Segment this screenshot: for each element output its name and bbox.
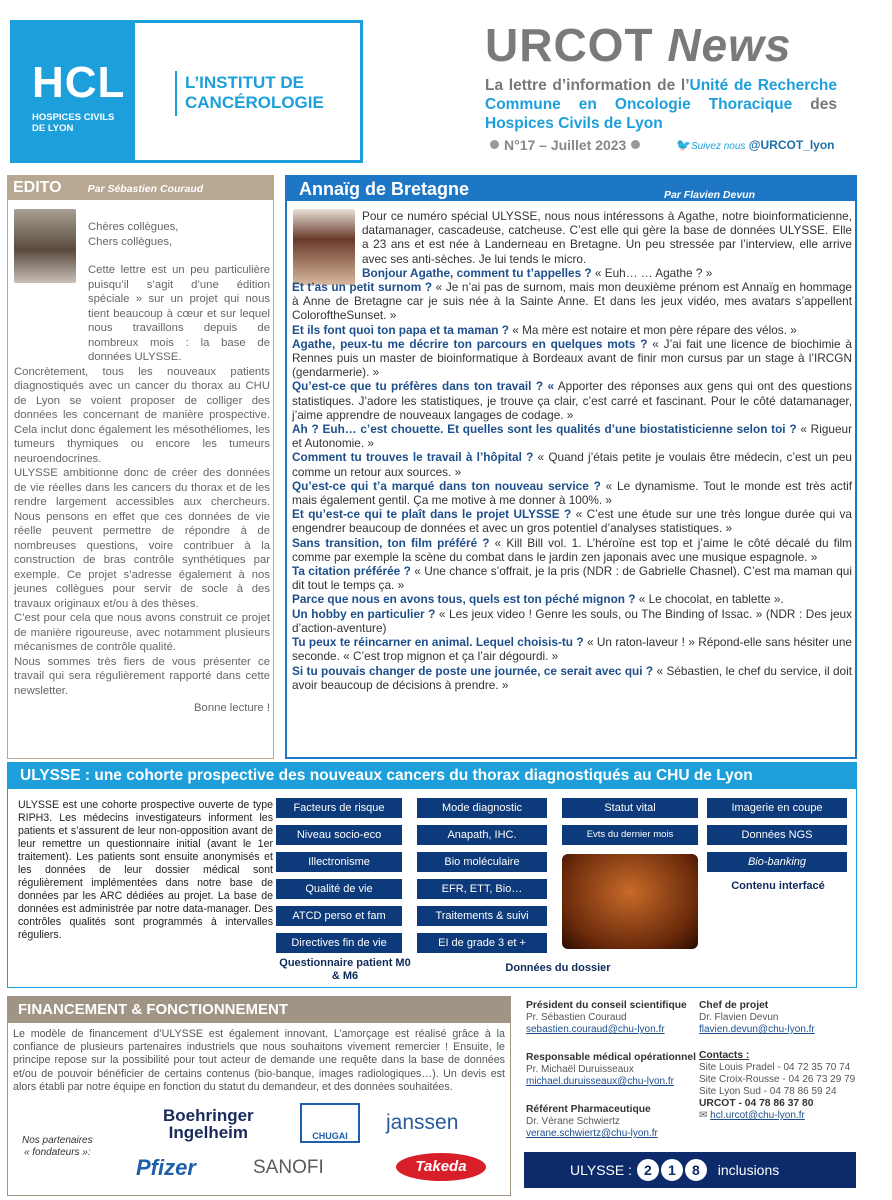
interview-qa: Ta citation préférée ? « Une chance s’offrait, je la pris (NDR : de Gabrielle Chasnel). C’est ma maman qui dit tout le temps ça. » xyxy=(292,564,852,593)
interview-qa: Ah ? Euh… c’est chouette. Et quelles sont les qualités d’une biostatisticienne selon toi ? « Rigueur et Autonomie. » xyxy=(292,422,852,451)
data-category-tile: Evts du dernier mois xyxy=(562,825,698,845)
interview-qa: Bonjour Agathe, comment tu t’appelles ? « Euh… … Agathe ? » xyxy=(362,265,713,280)
counter-digit: 8 xyxy=(685,1159,707,1181)
newsletter-subtitle: La lettre d’information de l’Unité de Recherche Commune en Oncologie Thoracique des Hospices Civils de Lyon xyxy=(485,77,837,132)
twitter-follow[interactable]: 🐦Suivez nous @URCOT_lyon xyxy=(676,138,835,152)
interview-section xyxy=(285,175,857,759)
ulysse-description: ULYSSE est une cohorte prospective ouverte de type RIPH3. Les médecins investigateurs informent les patients et s’assurent de leur non-opposition avant de leur remettre un questionnaire initial (avant le 1er traitement). Les patients sont ensuite anonymisés et les données de leur dossier médical sont régulièrement implémentées dans notre base de données par les ARC dédiées au projet. La base de données est administrée par notre data-manager. Des contrôles qualités sont programmés à intervalles réguliers. xyxy=(18,799,273,941)
partners-label: Nos partenaires « fondateurs »: xyxy=(22,1135,93,1158)
boehringer-logo: Boehringer Ingelheim xyxy=(163,1106,254,1142)
interview-body: Pour ce numéro spécial ULYSSE, nous nous intéressons à Agathe, notre bioinformaticienne, datamanager, cascadeuse, catcheuse. C’est elle qui gère la base de données ULYSSE. Elle a 23 ans et est née à Landerneau en Bretagne. Un peu stressée par l’interview, elle arrive avec ses anti-sèches. Je lui tends le micro. Bonjour Agathe, comment tu t’appelles ? « Euh… … Agathe ? » Et t’as un petit surnom ? « Je n’ai pas de surnom, mais mon deuxième prénom est Annaïg en hommage à Anne de Bretagne car je suis née à la Sainte Anne. Et dans les jeux vidéo, mes avatars s’appellent ColoroftheSunset. » Et ils font quoi ton papa et ta maman ? « Ma mère est notaire et mon père répare des vélos. » Agathe, peux-tu me décrire ton parcours en quelques mots ? « J’ai fait une licence de biochimie à Rennes puis un master de bioinformatique à Bordeaux avant de finir mon cursus par un stage à l’IRCGN (gendarmerie). » Qu’est-ce que tu préfères dans ton travail ? « Apporter des réponses aux gens qui ont des questions statistiques. J’adore les statistiques, je trouve ça clair, c’est carré et fascinant. Pour le côté datamanager, j’aime apprendre de nouveaux langages de codage. » Ah ? Euh… c’est chouette. Et quelles sont les qualités d’une biostatisticienne selon toi ? « Rigueur et Autonomie. » Comment tu trouves le travail à l’hôpital ? « Quand j’étais petite je voulais être médecin, c’est un peu comme un retour aux sources. » Qu’est-ce qui t’a marqué dans ton nouveau service ? « Le dynamisme. Tout le monde est très actif mais également gentil. Ça me motive à me donner à 100%. » Et qu’est-ce qui te plaît dans le projet ULYSSE ? « C’est une étude sur une très longue durée qui va engendrer beaucoup de données et avec un gros potentiel d’analyses statistiques. » Sans transition, ton film préféré ? « Kill Bill vol. 1. L’héroïne est top et j’aime le côté décalé du film comme par exemple la scène du combat dans le jardin zen japonais avec une musique espagnole. » Ta citation préférée ? « Une chance s’offrait, je la pris (NDR : de Gabrielle Chasnel). C’est ma maman qui dit tout le temps ça. » Parce que nous en avons tous, quels est ton péché mignon ? « Le chocolat, en tablette ». Un hobby en particulier ? « Les jeux video ! Genre les souls, ou The Binding of Issac. » (NDR : Des jeux d’action-aventure) Tu peux te réincarner en animal. Lequel choisis-tu ? « Un raton-laveur ! » Répond-elle sans hésiter une seconde. « C’est trop mignon et ça l’air dégourdi. » Si tu pouvais changer de poste une journée, ce serait avec qui ? « Sébastien, le chef du service, il doit avoir beaucoup de décisions à prendre. » xyxy=(292,209,853,692)
data-category-tile: Anapath, IHC. xyxy=(417,825,547,845)
interface-label: Contenu interfacé xyxy=(731,880,825,892)
twitter-icon: 🐦 xyxy=(676,138,691,152)
questionnaire-label: Questionnaire patient M0 & M6 xyxy=(279,957,411,982)
interview-qa: Qu’est-ce qui t’a marqué dans ton nouveau service ? « Le dynamisme. Tout le monde est très actif mais également gentil. Ça me motive à me donner à 100%. » xyxy=(292,478,852,508)
interview-qa: Tu peux te réincarner en animal. Lequel choisis-tu ? « Un raton-laveur ! » Répond-elle sans hésiter une seconde. « C’est trop mignon et ça l’air dégourdi. » xyxy=(292,635,852,664)
interview-qa: Et ils font quoi ton papa et ta maman ? « Ma mère est notaire et mon père répare des vélos. » xyxy=(292,322,797,337)
mail-icon: ✉ xyxy=(699,1110,711,1121)
institute-logo xyxy=(135,20,363,163)
data-category-tile: Bio moléculaire xyxy=(417,852,547,872)
responsable-contact: Responsable médical opérationnel Pr. Michaël Duruisseaux michael.duruisseaux@chu-lyon.fr xyxy=(526,1052,696,1087)
interview-qa: Et t’as un petit surnom ? « Je n’ai pas de surnom, mais mon deuxième prénom est Annaïg en hommage à Anne de Bretagne car je suis née à la Sainte Anne. Et dans les jeux vidéo, mes avatars s’appellent ColoroftheSunset. » xyxy=(292,280,852,323)
data-category-tile: Mode diagnostic xyxy=(417,798,547,818)
hcl-logo xyxy=(10,20,135,163)
pharmacien-email[interactable]: verane.schwiertz@chu-lyon.fr xyxy=(526,1128,658,1139)
data-category-tile: Illectronisme xyxy=(276,852,402,872)
hcl-logo-text: HCL xyxy=(32,58,126,107)
data-category-tile: Directives fin de vie xyxy=(276,933,402,953)
counter-digit: 2 xyxy=(637,1159,659,1181)
data-category-tile: EFR, ETT, Bio… xyxy=(417,879,547,899)
data-category-tile: ATCD perso et fam xyxy=(276,906,402,926)
counter-digit: 1 xyxy=(661,1159,683,1181)
interview-qa: Sans transition, ton film préféré ? « Kill Bill vol. 1. L’héroïne est top et j’aime le côté décalé du film comme par exemple la scène du combat dans le jardin zen japonais avec une musique espagnole. » xyxy=(292,535,853,564)
pfizer-logo: Pfizer xyxy=(136,1155,196,1180)
data-category-tile: Niveau socio-eco xyxy=(276,825,402,845)
urcot-email[interactable]: hcl.urcot@chu-lyon.fr xyxy=(710,1110,805,1121)
interview-qa: Si tu pouvais changer de poste une journée, ce serait avec qui ? « Sébastien, le chef du service, il doit avoir beaucoup de décisions à prendre. » xyxy=(292,663,852,692)
twitter-handle[interactable]: @URCOT_lyon xyxy=(748,138,835,152)
data-category-tile: Facteurs de risque xyxy=(276,798,402,818)
interview-qa: Agathe, peux-tu me décrire ton parcours en quelques mots ? « J’ai fait une licence de biochimie à Rennes puis un master de bioinformatique à Bordeaux avant de finir mon cursus par un stage à l’IRCGN (gendarmerie). » xyxy=(292,336,852,380)
interview-qa: Parce que nous en avons tous, quels est ton péché mignon ? « Le chocolat, en tablette ». xyxy=(292,592,784,607)
ulysse-header: ULYSSE : une cohorte prospective des nouveaux cancers du thorax diagnostiqués au CHU de Lyon xyxy=(8,763,856,789)
interview-qa: Un hobby en particulier ? « Les jeux video ! Genre les souls, ou The Binding of Issac. » (NDR : Des jeux d’action-aventure) xyxy=(292,606,852,635)
institute-name: L’INSTITUT DE CANCÉROLOGIE xyxy=(185,73,324,112)
president-contact: Président du conseil scientifique Pr. Sébastien Couraud sebastien.couraud@chu-lyon.fr xyxy=(526,1000,687,1035)
edito-section xyxy=(7,175,274,759)
newsletter-title: URCOT News xyxy=(485,19,792,71)
interview-author: Par Flavien Devun xyxy=(663,189,755,201)
data-category-tile: Traitements & suivi xyxy=(417,906,547,926)
takeda-logo: Takeda xyxy=(396,1153,486,1181)
data-category-tile: EI de grade 3 et + xyxy=(417,933,547,953)
financement-section xyxy=(7,996,511,1196)
janssen-logo: janssen xyxy=(386,1111,459,1134)
president-email[interactable]: sebastien.couraud@chu-lyon.fr xyxy=(526,1024,665,1035)
sanofi-logo: SANOFI xyxy=(253,1157,324,1178)
data-category-tile: Statut vital xyxy=(562,798,698,818)
edito-body: Chères collègues, Chers collègues, Cette lettre est un peu particulière puisqu’il s’agit d’une édition spéciale » sur un projet qui nous tient beaucoup à cœur et sur lequel nous travaillons depuis de nombreux mois : la base de données ULYSSE. Concrètement, tous les nouveaux patients diagnostiqués avec un cancer du thorax au CHU de Lyon se voient proposer de colliger des données les concernant de manière prospective. Cela inclut donc également les mésothéliomes, les tumeurs thymiques ou encore les tumeurs neuroendocrines. ULYSSE ambitionne donc de créer des données de vie réelles dans les cancers du thorax et de les rendre largement accessibles aux chercheurs. Nous pensons en effet que ces données de vie réelle peuvent permettre de répondre à de nombreuses questions, voire contribuer à la construction de bras contrôle synthétiques par exemple. Ce projet s’adresse également à nos jeunes collègues pour servir de socle à des travaux originaux et/ou à des thèses. C’est pour cela que nous avons construit ce projet de manière rigoureuse, avec notamment plusieurs mécanismes de contrôle qualité. Nous sommes très fiers de vous présenter ce travail qui sera régulièrement rapporté dans cette newsletter. Bonne lecture ! xyxy=(14,221,270,714)
data-category-tile: Données NGS xyxy=(707,825,847,845)
responsable-email[interactable]: michael.duruisseaux@chu-lyon.fr xyxy=(526,1076,674,1087)
pharmacien-contact: Référent Pharmaceutique Dr. Vérane Schwiertz verane.schwiertz@chu-lyon.fr xyxy=(526,1104,658,1139)
interview-qa: Qu’est-ce que tu préfères dans ton travail ? « Apporter des réponses aux gens qui ont des questions statistiques. J’adore les statistiques, je trouve ça clair, c’est carré et fascinant. Pour le côté datamanager, j’aime apprendre de nouveaux langages de codage. » xyxy=(292,379,853,422)
interview-qa: Comment tu trouves le travail à l’hôpital ? « Quand j’étais petite je voulais être médecin, c’est un peu comme un retour aux sources. » xyxy=(292,450,852,479)
issue-number: N°17 – Juillet 2023 xyxy=(485,137,645,153)
chef-projet-contact: Chef de projet Dr. Flavien Devun flavien.devun@chu-lyon.fr xyxy=(699,1000,815,1035)
financement-header: FINANCEMENT & FONCTIONNEMENT xyxy=(8,997,510,1023)
data-category-tile: Bio-banking xyxy=(707,852,847,872)
greek-vase-image xyxy=(562,854,698,949)
inclusions-counter: ULYSSE : 2 1 8 inclusions xyxy=(524,1152,856,1188)
edito-header: EDITO Par Sébastien Couraud xyxy=(8,176,273,200)
dossier-label: Données du dossier xyxy=(505,962,611,974)
financement-body: Le modèle de financement d’ULYSSE est également innovant. L’amorçage est réalisé grâce à la confiance de plusieurs partenaires industriels que nous souhaitons vivement remercier ! Ensuite, le principe repose sur la possibilité pour tout acteur de demande une requête dans la base de données et/ou de pouvoir bénéficier de certains contenus (bio-banque, images radiologiques…). Un devis est alors établi par notre équipe en fonction du statut du demandeur, et des données souhaitées. xyxy=(13,1028,505,1093)
interview-header: Annaïg de Bretagne Par Flavien Devun xyxy=(287,177,855,201)
edito-author: Par Sébastien Couraud xyxy=(87,183,204,195)
chef-projet-email[interactable]: flavien.devun@chu-lyon.fr xyxy=(699,1024,815,1035)
data-category-tile: Qualité de vie xyxy=(276,879,402,899)
data-category-tile: Imagerie en coupe xyxy=(707,798,847,818)
interview-qa: Et qu’est-ce qui te plaît dans le projet ULYSSE ? « C’est une étude sur une très longue durée qui va engendrer beaucoup de données et avec un gros potentiel d’analyses statistiques. » xyxy=(292,507,852,536)
chugai-logo: CHUGAI xyxy=(300,1103,360,1143)
hcl-logo-subtitle: HOSPICES CIVILS DE LYON xyxy=(32,112,115,134)
ulysse-section xyxy=(7,762,857,988)
contacts-block: Contacts : Site Louis Pradel - 04 72 35 70 74 Site Croix-Rousse - 04 26 73 29 79 Site Lyon Sud - 04 78 86 59 24 URCOT - 04 78 86 37 80 ✉ hcl.urcot@chu-lyon.fr xyxy=(699,1050,856,1121)
